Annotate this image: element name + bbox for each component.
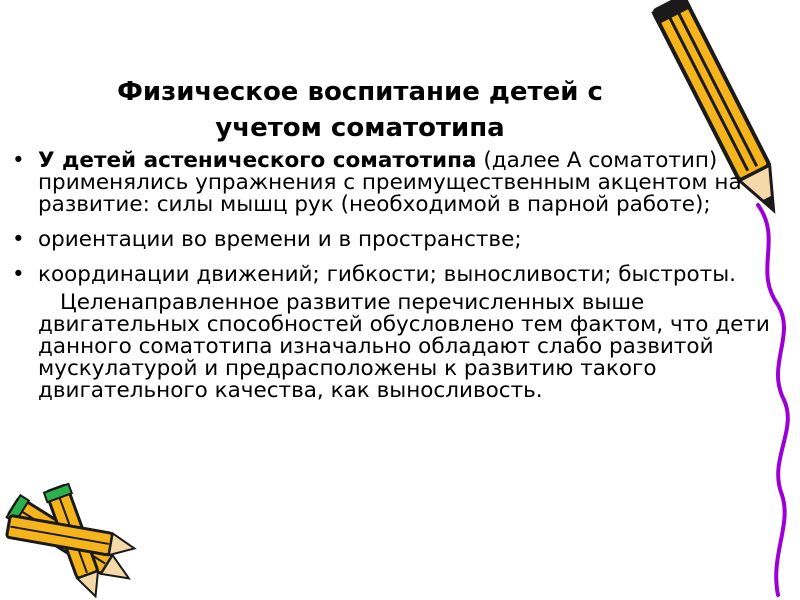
- bullet-item: [12, 150, 792, 216]
- bullet-text: (далее А соматотип) применялись упражнения с преимущественным акцентом на развитие: силы мышц рук (необходимой в парной работе);: [38, 148, 742, 217]
- bullet-item: [12, 264, 792, 286]
- bullet-dot-icon: •: [12, 262, 25, 287]
- bullet-bold-text: У детей астенического соматотипа: [38, 148, 477, 173]
- bullet-dot-icon: •: [12, 227, 25, 252]
- body-paragraph: Целенаправленное развитие перечисленных выше двигательных способностей обусловлено тем фактом, что дети данного соматотипа изначально обладают слабо развитой мускулатурой и предрасположены к развитию такого двигательного качества, как выносливость.: [38, 290, 770, 403]
- bullet-text: ориентации во времени и в пространстве;: [38, 227, 522, 252]
- bullet-item: [12, 229, 792, 251]
- slide-title: Физическое воспитание детей с учетом соматотипа: [117, 77, 603, 143]
- bullet-text: координации движений; гибкости; выносливости; быстроты.: [38, 262, 737, 287]
- pencil-bundle-clipart-icon: [0, 480, 150, 598]
- slide-body: [12, 150, 792, 402]
- bullet-dot-icon: •: [12, 148, 25, 173]
